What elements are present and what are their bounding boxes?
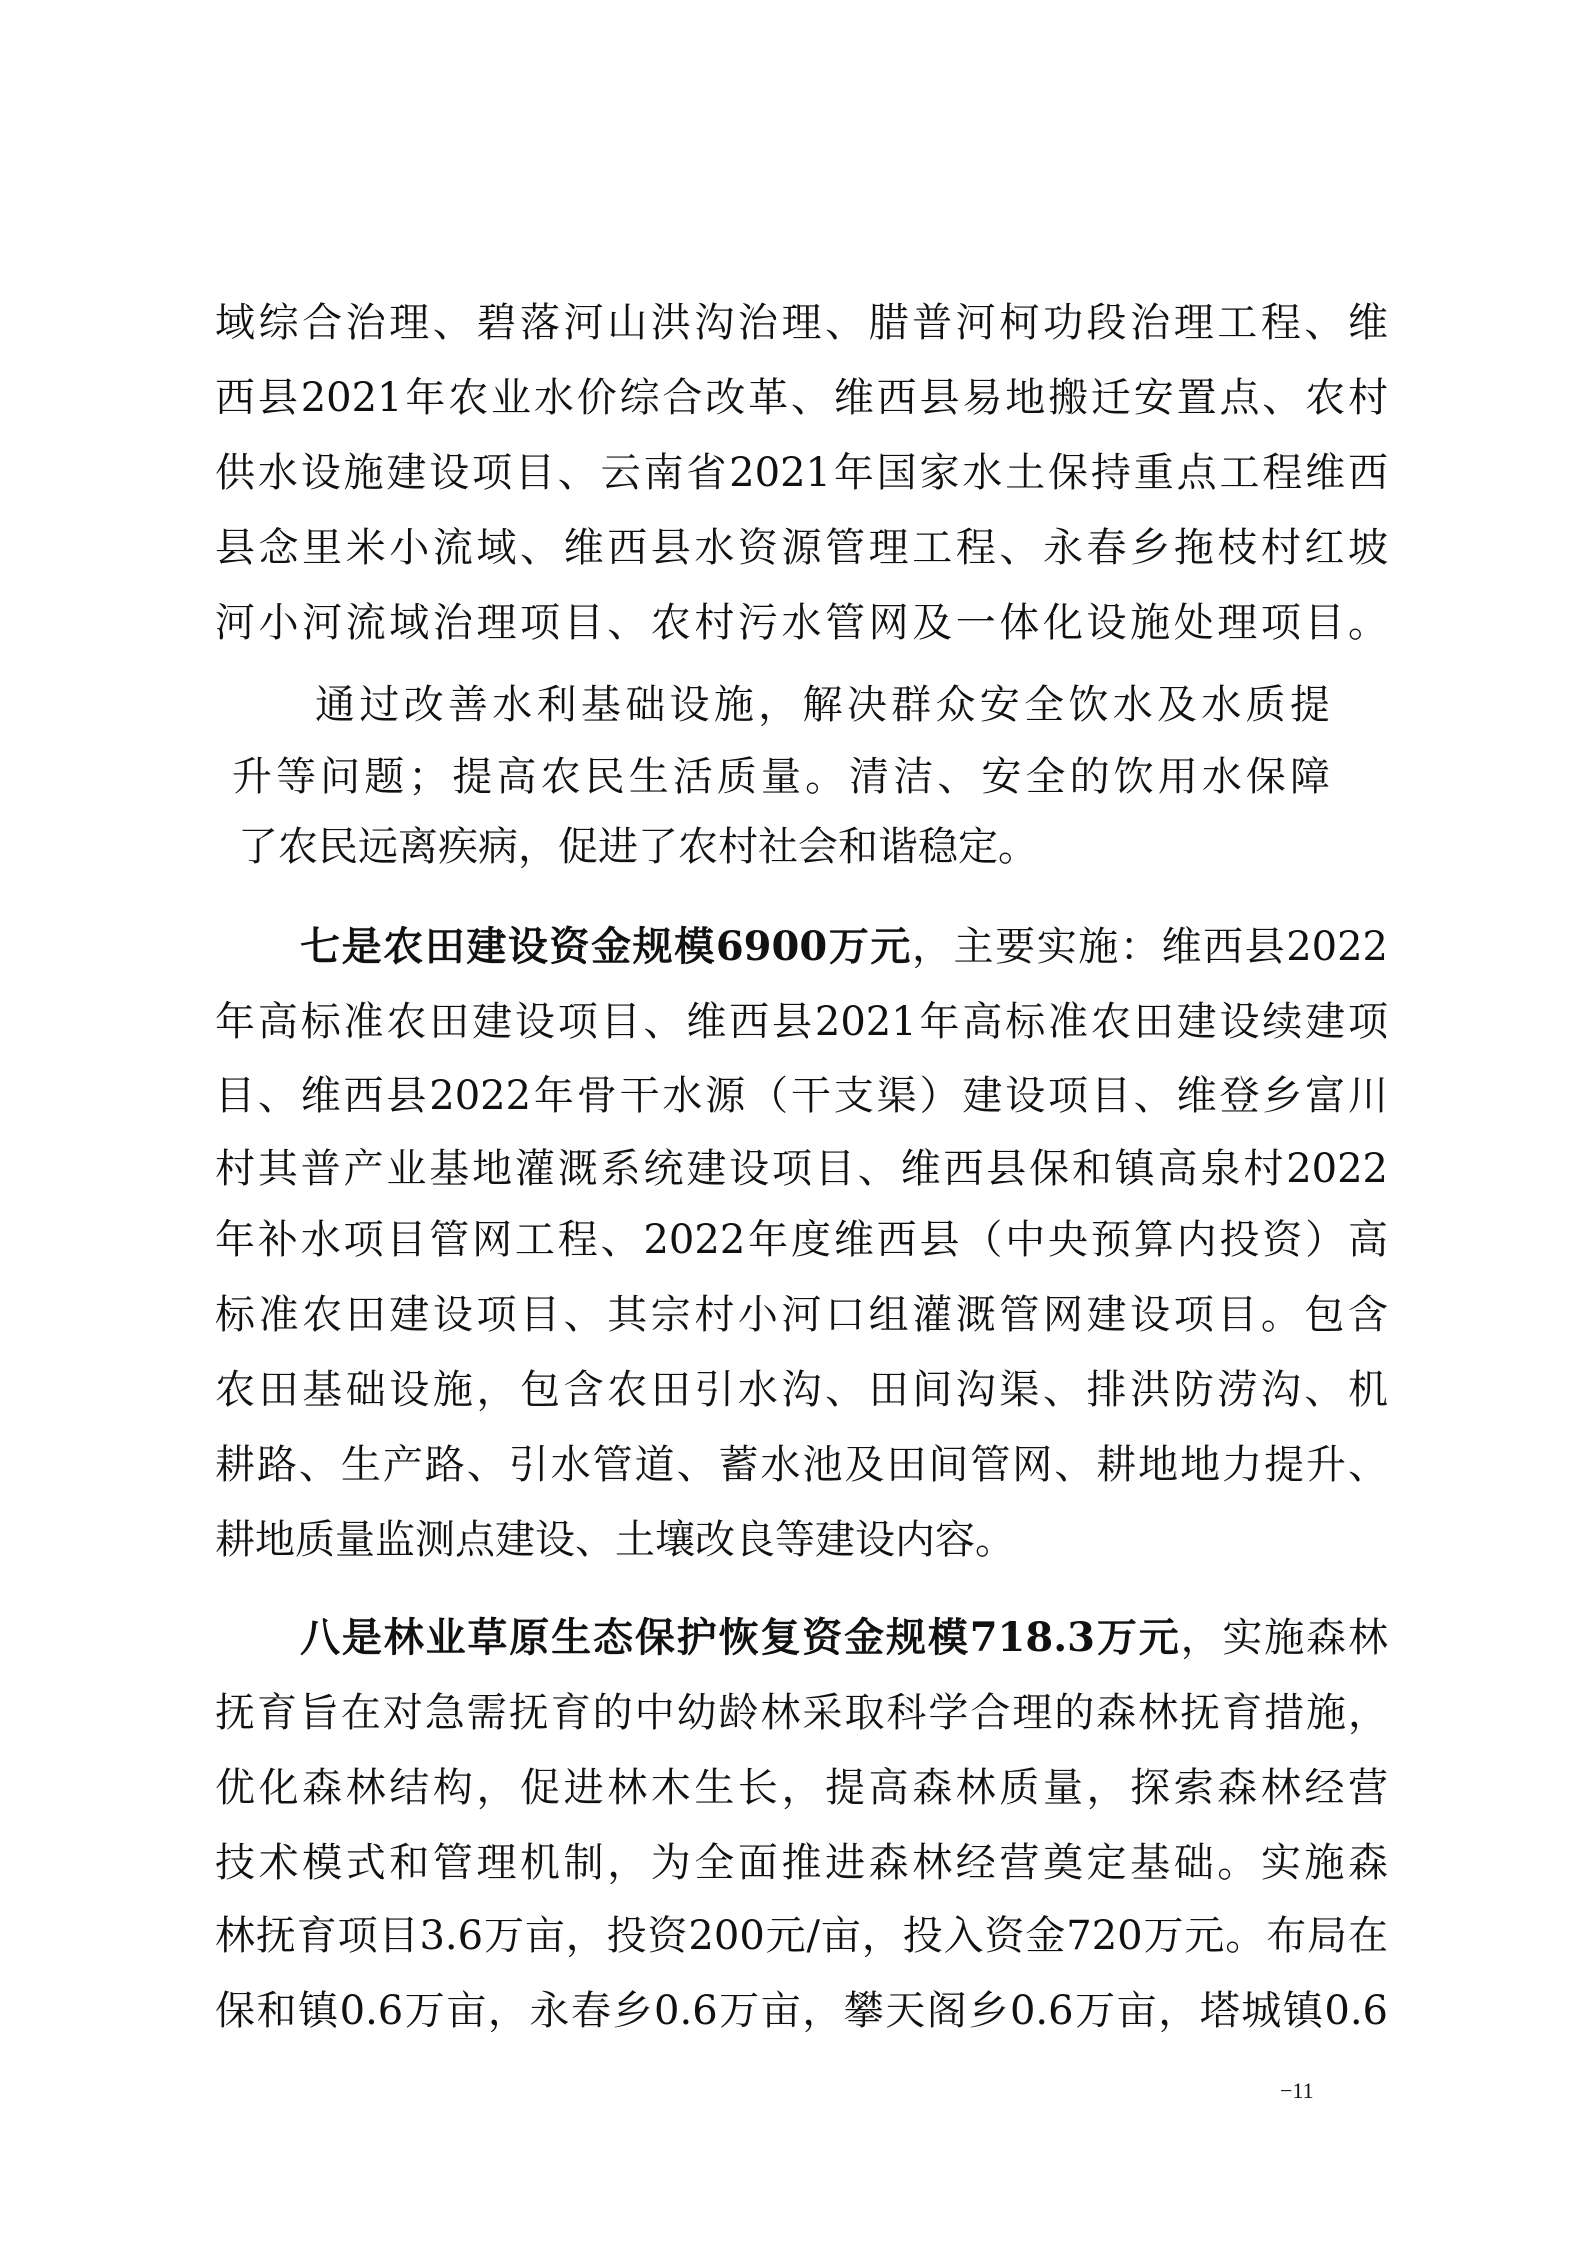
text-line: 优化森林结构，促进林木生长，提高森林质量，探索森林经营 <box>215 1765 1388 1811</box>
text-line: 年高标准农田建设项目、维西县2021年高标准农田建设续建项 <box>215 999 1388 1045</box>
text-line: 目、维西县2022年骨干水源（干支渠）建设项目、维登乡富川 <box>215 1073 1388 1119</box>
section-heading-line <box>300 1613 1388 1663</box>
text-line: 抚育旨在对急需抚育的中幼龄林采取科学合理的森林抚育措施， <box>215 1690 1388 1736</box>
section-lead: 八是林业草原生态保护恢复资金规模718.3万元 <box>300 1614 1181 1661</box>
text-line: 升等问题；提高农民生活质量。清洁、安全的饮用水保障 <box>232 754 1330 800</box>
section-heading-line <box>300 922 1388 972</box>
text-line: 农田基础设施，包含农田引水沟、田间沟渠、排洪防涝沟、机 <box>215 1367 1388 1413</box>
text-line: 耕地质量监测点建设、土壤改良等建设内容。 <box>215 1517 1015 1563</box>
text-line: 村其普产业基地灌溉系统建设项目、维西县保和镇高泉村2022 <box>215 1146 1388 1192</box>
section-lead-rest: ，主要实施：维西县2022 <box>911 924 1389 970</box>
text-line: 林抚育项目3.6万亩，投资200元/亩，投入资金720万元。布局在 <box>215 1913 1388 1959</box>
text-line: 保和镇0.6万亩，永春乡0.6万亩，攀天阁乡0.6万亩，塔城镇0.6 <box>215 1988 1388 2034</box>
text-line: 标准农田建设项目、其宗村小河口组灌溉管网建设项目。包含 <box>215 1292 1388 1338</box>
text-line: 耕路、生产路、引水管道、蓄水池及田间管网、耕地地力提升、 <box>215 1442 1388 1488</box>
text-line: 西县2021年农业水价综合改革、维西县易地搬迁安置点、农村 <box>215 375 1388 421</box>
text-line: 供水设施建设项目、云南省2021年国家水土保持重点工程维西 <box>215 450 1388 496</box>
text-line: 县念里米小流域、维西县水资源管理工程、永春乡拖枝村红坡 <box>215 525 1388 571</box>
section-lead-rest: ，实施森林 <box>1180 1615 1388 1661</box>
text-line: 年补水项目管网工程、2022年度维西县（中央预算内投资）高 <box>215 1217 1388 1263</box>
text-line: 通过改善水利基础设施，解决群众安全饮水及水质提 <box>315 682 1330 728</box>
text-line: 技术模式和管理机制，为全面推进森林经营奠定基础。实施森 <box>215 1840 1388 1886</box>
text-line: 域综合治理、碧落河山洪沟治理、腊普河柯功段治理工程、维 <box>215 300 1388 346</box>
page-number: −11 <box>1280 2078 1314 2103</box>
section-lead: 七是农田建设资金规模6900万元 <box>300 923 912 970</box>
text-line: 了农民远离疾病，促进了农村社会和谐稳定。 <box>238 824 1038 870</box>
text-line: 河小河流域治理项目、农村污水管网及一体化设施处理项目。 <box>215 600 1388 646</box>
